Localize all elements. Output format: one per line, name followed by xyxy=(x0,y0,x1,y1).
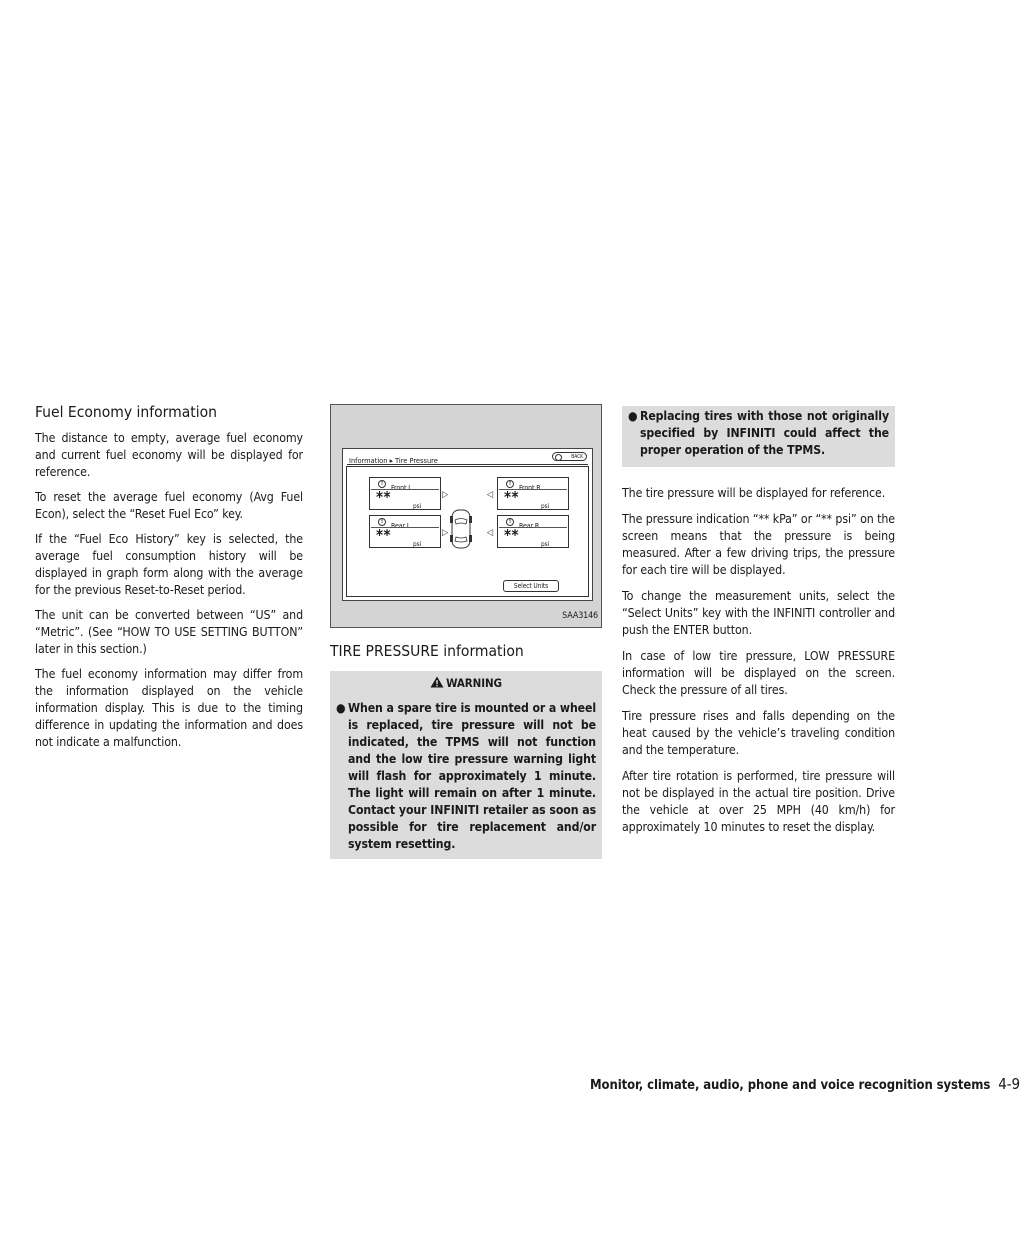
back-button xyxy=(552,452,587,461)
fuel-paragraph: If the “Fuel Eco History” key is selected, the average fuel consumption history will be displayed in graph form along with the average for the previous Reset-to-Reset period. xyxy=(35,532,303,597)
tire-value: ** xyxy=(504,526,520,544)
fuel-paragraph: To reset the average fuel economy (Avg Fuel Econ), select the “Reset Fuel Eco” key. xyxy=(35,490,303,521)
warning-item xyxy=(336,700,596,853)
page-footer xyxy=(590,1075,1020,1093)
divider xyxy=(347,464,588,465)
tire-paragraph: To change the measurement units, select the “Select Units” key with the INFINITI controller and push the ENTER button. xyxy=(622,589,895,637)
figure-code: SAA3146 xyxy=(562,611,598,621)
tire-pressure-icon: ! xyxy=(506,518,514,526)
tire-pressure-icon: ! xyxy=(506,480,514,488)
back-label: BACK xyxy=(571,454,583,460)
tire-box-rear-left xyxy=(369,515,441,548)
tire-label: Rear L xyxy=(391,522,411,530)
tire-box-front-left xyxy=(369,477,441,510)
caution-item xyxy=(628,408,889,459)
fuel-economy-heading: Fuel Economy information xyxy=(35,403,217,421)
tire-paragraph: After tire rotation is performed, tire pressure will not be displayed in the actual tire position. Drive the vehicle at over 25 MPH (40 km/h) for approximately 10 minutes to reset the display. xyxy=(622,769,895,834)
caution-box xyxy=(622,406,895,467)
tire-paragraph: In case of low tire pressure, LOW PRESSURE information will be displayed on the screen. Check the pressure of all tires. xyxy=(622,649,895,697)
fuel-paragraph: The unit can be converted between “US” and “Metric”. (See “HOW TO USE SETTING BUTTON” later in this section.) xyxy=(35,608,303,656)
pointer-icon: ◁ xyxy=(487,528,494,538)
tire-value: ** xyxy=(376,488,392,506)
tire-paragraph: Tire pressure rises and falls depending on the heat caused by the vehicle’s traveling condition and the temperature. xyxy=(622,709,895,757)
warning-icon xyxy=(430,676,444,688)
pointer-icon: ◁ xyxy=(487,490,494,500)
tire-pressure-icon: ! xyxy=(378,480,386,488)
screen-title: Information ▸ Tire Pressure xyxy=(349,456,438,465)
tire-pressure-column-2 xyxy=(622,406,895,845)
tire-pressure-column xyxy=(330,404,602,859)
tire-box-front-right xyxy=(497,477,569,510)
pointer-icon: ▷ xyxy=(442,528,449,538)
caution-text: Replacing tires with those not originally specified by INFINITI could affect the proper operation of the TPMS. xyxy=(640,409,889,457)
tire-paragraph: The pressure indication “** kPa” or “** psi” on the screen means that the pressure is being measured. After a few driving trips, the pressure for each tire will be displayed. xyxy=(622,512,895,577)
select-units-button: Select Units xyxy=(503,580,559,592)
tire-panel xyxy=(346,466,589,597)
tire-box-rear-right xyxy=(497,515,569,548)
back-icon xyxy=(555,454,562,461)
warning-box xyxy=(330,671,602,859)
tire-pressure-figure xyxy=(330,404,602,628)
bullet-icon: ● xyxy=(336,701,346,715)
tire-label: Front L xyxy=(391,484,412,492)
bullet-icon: ● xyxy=(628,409,638,423)
fuel-paragraph: The distance to empty, average fuel economy and current fuel economy will be displayed for reference. xyxy=(35,431,303,479)
tire-label: Front R xyxy=(519,484,541,492)
tire-unit: psi xyxy=(413,502,422,510)
tire-unit: psi xyxy=(541,540,550,548)
tire-value: ** xyxy=(376,526,392,544)
tire-unit: psi xyxy=(541,502,550,510)
pointer-icon: ▷ xyxy=(442,490,449,500)
tire-unit: psi xyxy=(413,540,422,548)
fuel-economy-column xyxy=(35,404,303,759)
tire-paragraph: The tire pressure will be displayed for reference. xyxy=(622,486,886,500)
car-top-view-icon xyxy=(450,509,472,549)
warning-label: WARNING xyxy=(446,676,502,690)
tire-pressure-screen xyxy=(342,448,593,601)
fuel-paragraph: The fuel economy information may differ from the information displayed on the vehicle information display. This is due to the timing difference in updating the information and does not indicate a malfunction. xyxy=(35,667,303,749)
tire-pressure-icon: ! xyxy=(378,518,386,526)
tire-value: ** xyxy=(504,488,520,506)
tire-pressure-heading: TIRE PRESSURE information xyxy=(330,642,524,660)
tire-label: Rear R xyxy=(519,522,540,530)
footer-section-title: Monitor, climate, audio, phone and voice recognition systems xyxy=(590,1078,991,1093)
warning-text: When a spare tire is mounted or a wheel is replaced, tire pressure will not be indicated, the TPMS will not function and the low tire pressure warning light will flash for approximately 1 minute. The light will remain on after 1 minute. Contact your INFINITI retailer as soon as possible for tire replacement and/or system resetting. xyxy=(348,701,596,851)
warning-title xyxy=(336,675,596,692)
page-number: 4-9 xyxy=(998,1075,1020,1093)
